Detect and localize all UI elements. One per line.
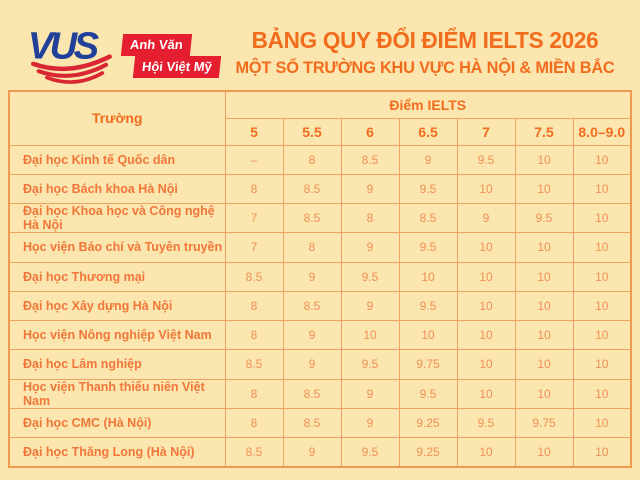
score-cell: 8.5: [283, 408, 341, 437]
score-cell: 9: [283, 262, 341, 291]
score-cell: 10: [515, 233, 573, 262]
score-cell: 9: [341, 233, 399, 262]
school-name: Đại học Lâm nghiệp: [9, 350, 225, 379]
score-cell: 10: [515, 321, 573, 350]
score-cell: 9: [341, 291, 399, 320]
score-cell: 10: [573, 408, 631, 437]
score-cell: 9.25: [399, 438, 457, 467]
score-cell: 10: [515, 438, 573, 467]
score-cell: 10: [457, 291, 515, 320]
score-cell: 8.5: [225, 262, 283, 291]
score-cell: 10: [399, 262, 457, 291]
score-column-header: 5: [225, 118, 283, 145]
score-cell: –: [225, 145, 283, 174]
page-title: BẢNG QUY ĐỔI ĐIỂM IELTS 2026: [251, 27, 599, 53]
school-name: Đại học CMC (Hà Nội): [9, 408, 225, 437]
svg-text:VUS: VUS: [27, 24, 96, 68]
score-cell: 9: [341, 408, 399, 437]
score-cell: 9.5: [515, 204, 573, 233]
score-cell: 8.5: [283, 204, 341, 233]
score-column-header: 5.5: [283, 118, 341, 145]
score-cell: 10: [515, 145, 573, 174]
table-row: [9, 262, 631, 291]
score-cell: 10: [573, 379, 631, 408]
score-cell: 9: [457, 204, 515, 233]
score-cell: 9: [283, 350, 341, 379]
score-cell: 10: [573, 233, 631, 262]
score-cell: 8: [341, 204, 399, 233]
score-cell: 8: [283, 145, 341, 174]
score-cell: 9: [399, 145, 457, 174]
score-cell: 9.5: [341, 350, 399, 379]
school-name: Học viện Nông nghiệp Việt Nam: [9, 321, 225, 350]
score-cell: 10: [457, 350, 515, 379]
school-name: Đại học Kinh tế Quốc dân: [9, 145, 225, 174]
score-cell: 10: [573, 262, 631, 291]
ielts-conversion-table: [8, 90, 632, 468]
badge-anh-van: Anh Văn: [121, 34, 192, 56]
score-cell: 10: [573, 145, 631, 174]
score-cell: 8.5: [399, 204, 457, 233]
score-cell: 9.5: [341, 438, 399, 467]
score-cell: 10: [573, 174, 631, 203]
score-cell: 9.5: [399, 174, 457, 203]
score-cell: 10: [341, 321, 399, 350]
school-name: Đại học Thăng Long (Hà Nội): [9, 438, 225, 467]
school-name: Đại học Bách khoa Hà Nội: [9, 174, 225, 203]
score-cell: 8: [225, 408, 283, 437]
school-name: Học viện Báo chí và Tuyên truyền: [9, 233, 225, 262]
table-row: [9, 233, 631, 262]
score-cell: 8: [225, 321, 283, 350]
table-row: [9, 438, 631, 467]
table-row: [9, 145, 631, 174]
score-cell: 10: [515, 350, 573, 379]
score-column-header: 6.5: [399, 118, 457, 145]
score-column-header: 7: [457, 118, 515, 145]
score-cell: 9.75: [515, 408, 573, 437]
score-cell: 9: [283, 438, 341, 467]
table-row: [9, 291, 631, 320]
score-cell: 9.5: [457, 408, 515, 437]
table-header-row: [9, 91, 631, 118]
table-row: [9, 204, 631, 233]
score-cell: 10: [457, 174, 515, 203]
school-column-header: Trường: [9, 91, 225, 145]
score-cell: 10: [457, 438, 515, 467]
score-cell: 8: [225, 174, 283, 203]
score-cell: 10: [457, 233, 515, 262]
score-cell: 9: [341, 379, 399, 408]
score-cell: 8.5: [341, 145, 399, 174]
vus-wordmark-icon: [26, 22, 126, 84]
score-cell: 10: [515, 379, 573, 408]
table-row: [9, 379, 631, 408]
vus-logo: [26, 20, 226, 86]
score-cell: 9.5: [399, 379, 457, 408]
school-name: Học viện Thanh thiếu niên Việt Nam: [9, 379, 225, 408]
score-cell: 9.5: [399, 233, 457, 262]
score-cell: 10: [457, 321, 515, 350]
page-header: [216, 27, 634, 78]
score-cell: 8.5: [225, 438, 283, 467]
score-cell: 9.75: [399, 350, 457, 379]
score-cell: 10: [573, 438, 631, 467]
score-cell: 9.25: [399, 408, 457, 437]
score-cell: 8: [225, 379, 283, 408]
score-cell: 10: [457, 379, 515, 408]
score-cell: 8.5: [283, 174, 341, 203]
score-cell: 8: [283, 233, 341, 262]
score-cell: 10: [573, 204, 631, 233]
score-cell: 10: [573, 291, 631, 320]
score-cell: 9.5: [457, 145, 515, 174]
badge-hoi-viet-my: Hội Việt Mỹ: [133, 56, 221, 78]
score-cell: 9.5: [341, 262, 399, 291]
score-cell: 10: [515, 291, 573, 320]
page-subtitle: MỘT SỐ TRƯỜNG KHU VỰC HÀ NỘI & MIỀN BẮC: [235, 59, 615, 77]
table-row: [9, 408, 631, 437]
score-column-header: 8.0–9.0: [573, 118, 631, 145]
score-cell: 10: [457, 262, 515, 291]
score-cell: 8.5: [283, 291, 341, 320]
score-cell: 10: [399, 321, 457, 350]
score-column-header: 6: [341, 118, 399, 145]
score-cell: 9: [341, 174, 399, 203]
score-cell: 10: [573, 350, 631, 379]
school-name: Đại học Thương mại: [9, 262, 225, 291]
score-cell: 9.5: [399, 291, 457, 320]
table-row: [9, 174, 631, 203]
table-row: [9, 321, 631, 350]
score-cell: 8: [225, 291, 283, 320]
score-cell: 8.5: [283, 379, 341, 408]
school-name: Đại học Xây dựng Hà Nội: [9, 291, 225, 320]
school-name: Đại học Khoa học và Công nghệ Hà Nội: [9, 204, 225, 233]
score-cell: 7: [225, 233, 283, 262]
score-cell: 8.5: [225, 350, 283, 379]
score-group-header: Điểm IELTS: [225, 91, 631, 118]
score-cell: 10: [573, 321, 631, 350]
table-row: [9, 350, 631, 379]
score-cell: 9: [283, 321, 341, 350]
score-column-header: 7.5: [515, 118, 573, 145]
score-cell: 10: [515, 174, 573, 203]
score-cell: 10: [515, 262, 573, 291]
score-cell: 7: [225, 204, 283, 233]
